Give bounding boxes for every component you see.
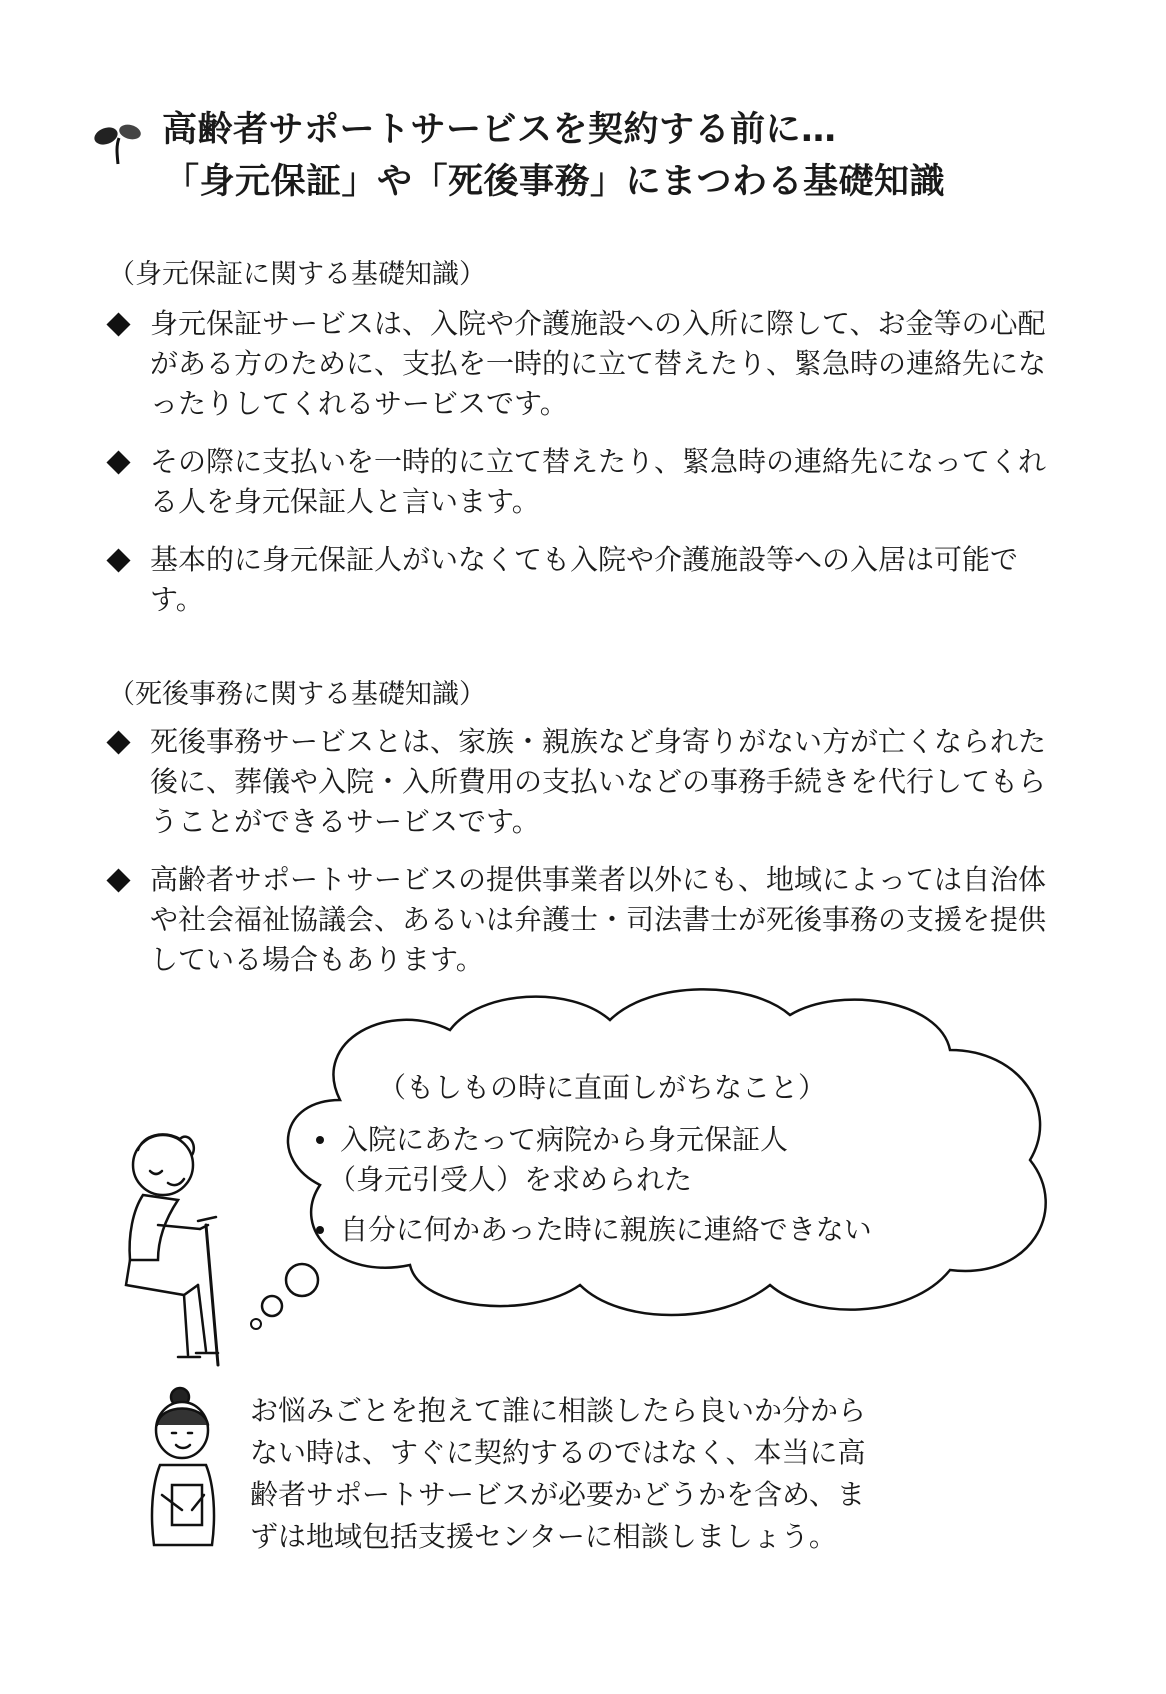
advice-line: ない時は、すぐに契約するのではなく、本当に高 xyxy=(250,1436,866,1469)
advice-line: 齢者サポートサービスが必要かどうかを含め、ま xyxy=(250,1478,865,1511)
section-heading-posthumous: （死後事務に関する基礎知識） xyxy=(108,679,486,710)
dot-bullet-icon xyxy=(316,1136,324,1144)
title-line-2: 「身元保証」や「死後事務」にまつわる基礎知識 xyxy=(164,162,946,202)
bullet-text: 高齢者サポートサービスの提供事業者以外にも、地域によっては自治体や社会福祉協議会、あるいは弁護士・司法書士が死後事務の支援を提供している場合もあります。 xyxy=(150,863,1047,976)
advice-line: お悩みごとを抱えて誰に相談したら良いか分から xyxy=(250,1394,867,1427)
diamond-bullet-icon xyxy=(106,312,130,336)
bullet-text: 基本的に身元保証人がいなくても入院や介護施設等への入居は可能です。 xyxy=(150,543,1019,616)
list-item xyxy=(310,1120,872,1200)
guarantor-bullet-list xyxy=(104,304,1054,638)
seedling-icon xyxy=(92,120,144,166)
dot-bullet-icon xyxy=(316,1226,324,1234)
list-item xyxy=(104,722,1054,842)
bullet-text: その際に支払いを一時的に立て替えたり、緊急時の連絡先になってくれる人を身元保証人と言います。 xyxy=(150,445,1047,518)
list-item xyxy=(104,304,1054,424)
page-title xyxy=(162,104,945,208)
cloud-item-1-line-2: （身元引受人）を求められた xyxy=(328,1163,693,1196)
list-item xyxy=(310,1210,872,1250)
diamond-bullet-icon xyxy=(106,730,130,754)
advice-line: ずは地域包括支援センターに相談しましょう。 xyxy=(250,1520,837,1553)
cloud-item-1-line-1: 入院にあたって病院から身元保証人 xyxy=(340,1123,789,1156)
posthumous-bullet-list xyxy=(104,722,1054,998)
title-line-1: 高齢者サポートサービスを契約する前に… xyxy=(162,110,837,150)
list-item xyxy=(104,442,1054,522)
elderly-man-illustration xyxy=(88,1125,278,1370)
consultant-woman-illustration xyxy=(132,1385,242,1555)
list-item xyxy=(104,860,1054,980)
diamond-bullet-icon xyxy=(106,548,130,572)
diamond-bullet-icon xyxy=(106,450,130,474)
bullet-text: 身元保証サービスは、入院や介護施設への入所に際して、お金等の心配がある方のために、支払を一時的に立て替えたり、緊急時の連絡先になったりしてくれるサービスです。 xyxy=(150,307,1047,420)
cloud-item-2: 自分に何かあった時に親族に連絡できない xyxy=(340,1213,872,1246)
cloud-heading: （もしもの時に直面しがちなこと） xyxy=(378,1071,827,1104)
diamond-bullet-icon xyxy=(106,868,130,892)
bullet-text: 死後事務サービスとは、家族・親族など身寄りがない方が亡くなられた後に、葬儀や入院・入所費用の支払いなどの事務手続きを代行してもらうことができるサービスです。 xyxy=(150,725,1047,838)
section-heading-guarantor: （身元保証に関する基礎知識） xyxy=(108,259,486,290)
advice-paragraph xyxy=(250,1390,1010,1558)
list-item xyxy=(104,540,1054,620)
cloud-list xyxy=(310,1120,872,1250)
